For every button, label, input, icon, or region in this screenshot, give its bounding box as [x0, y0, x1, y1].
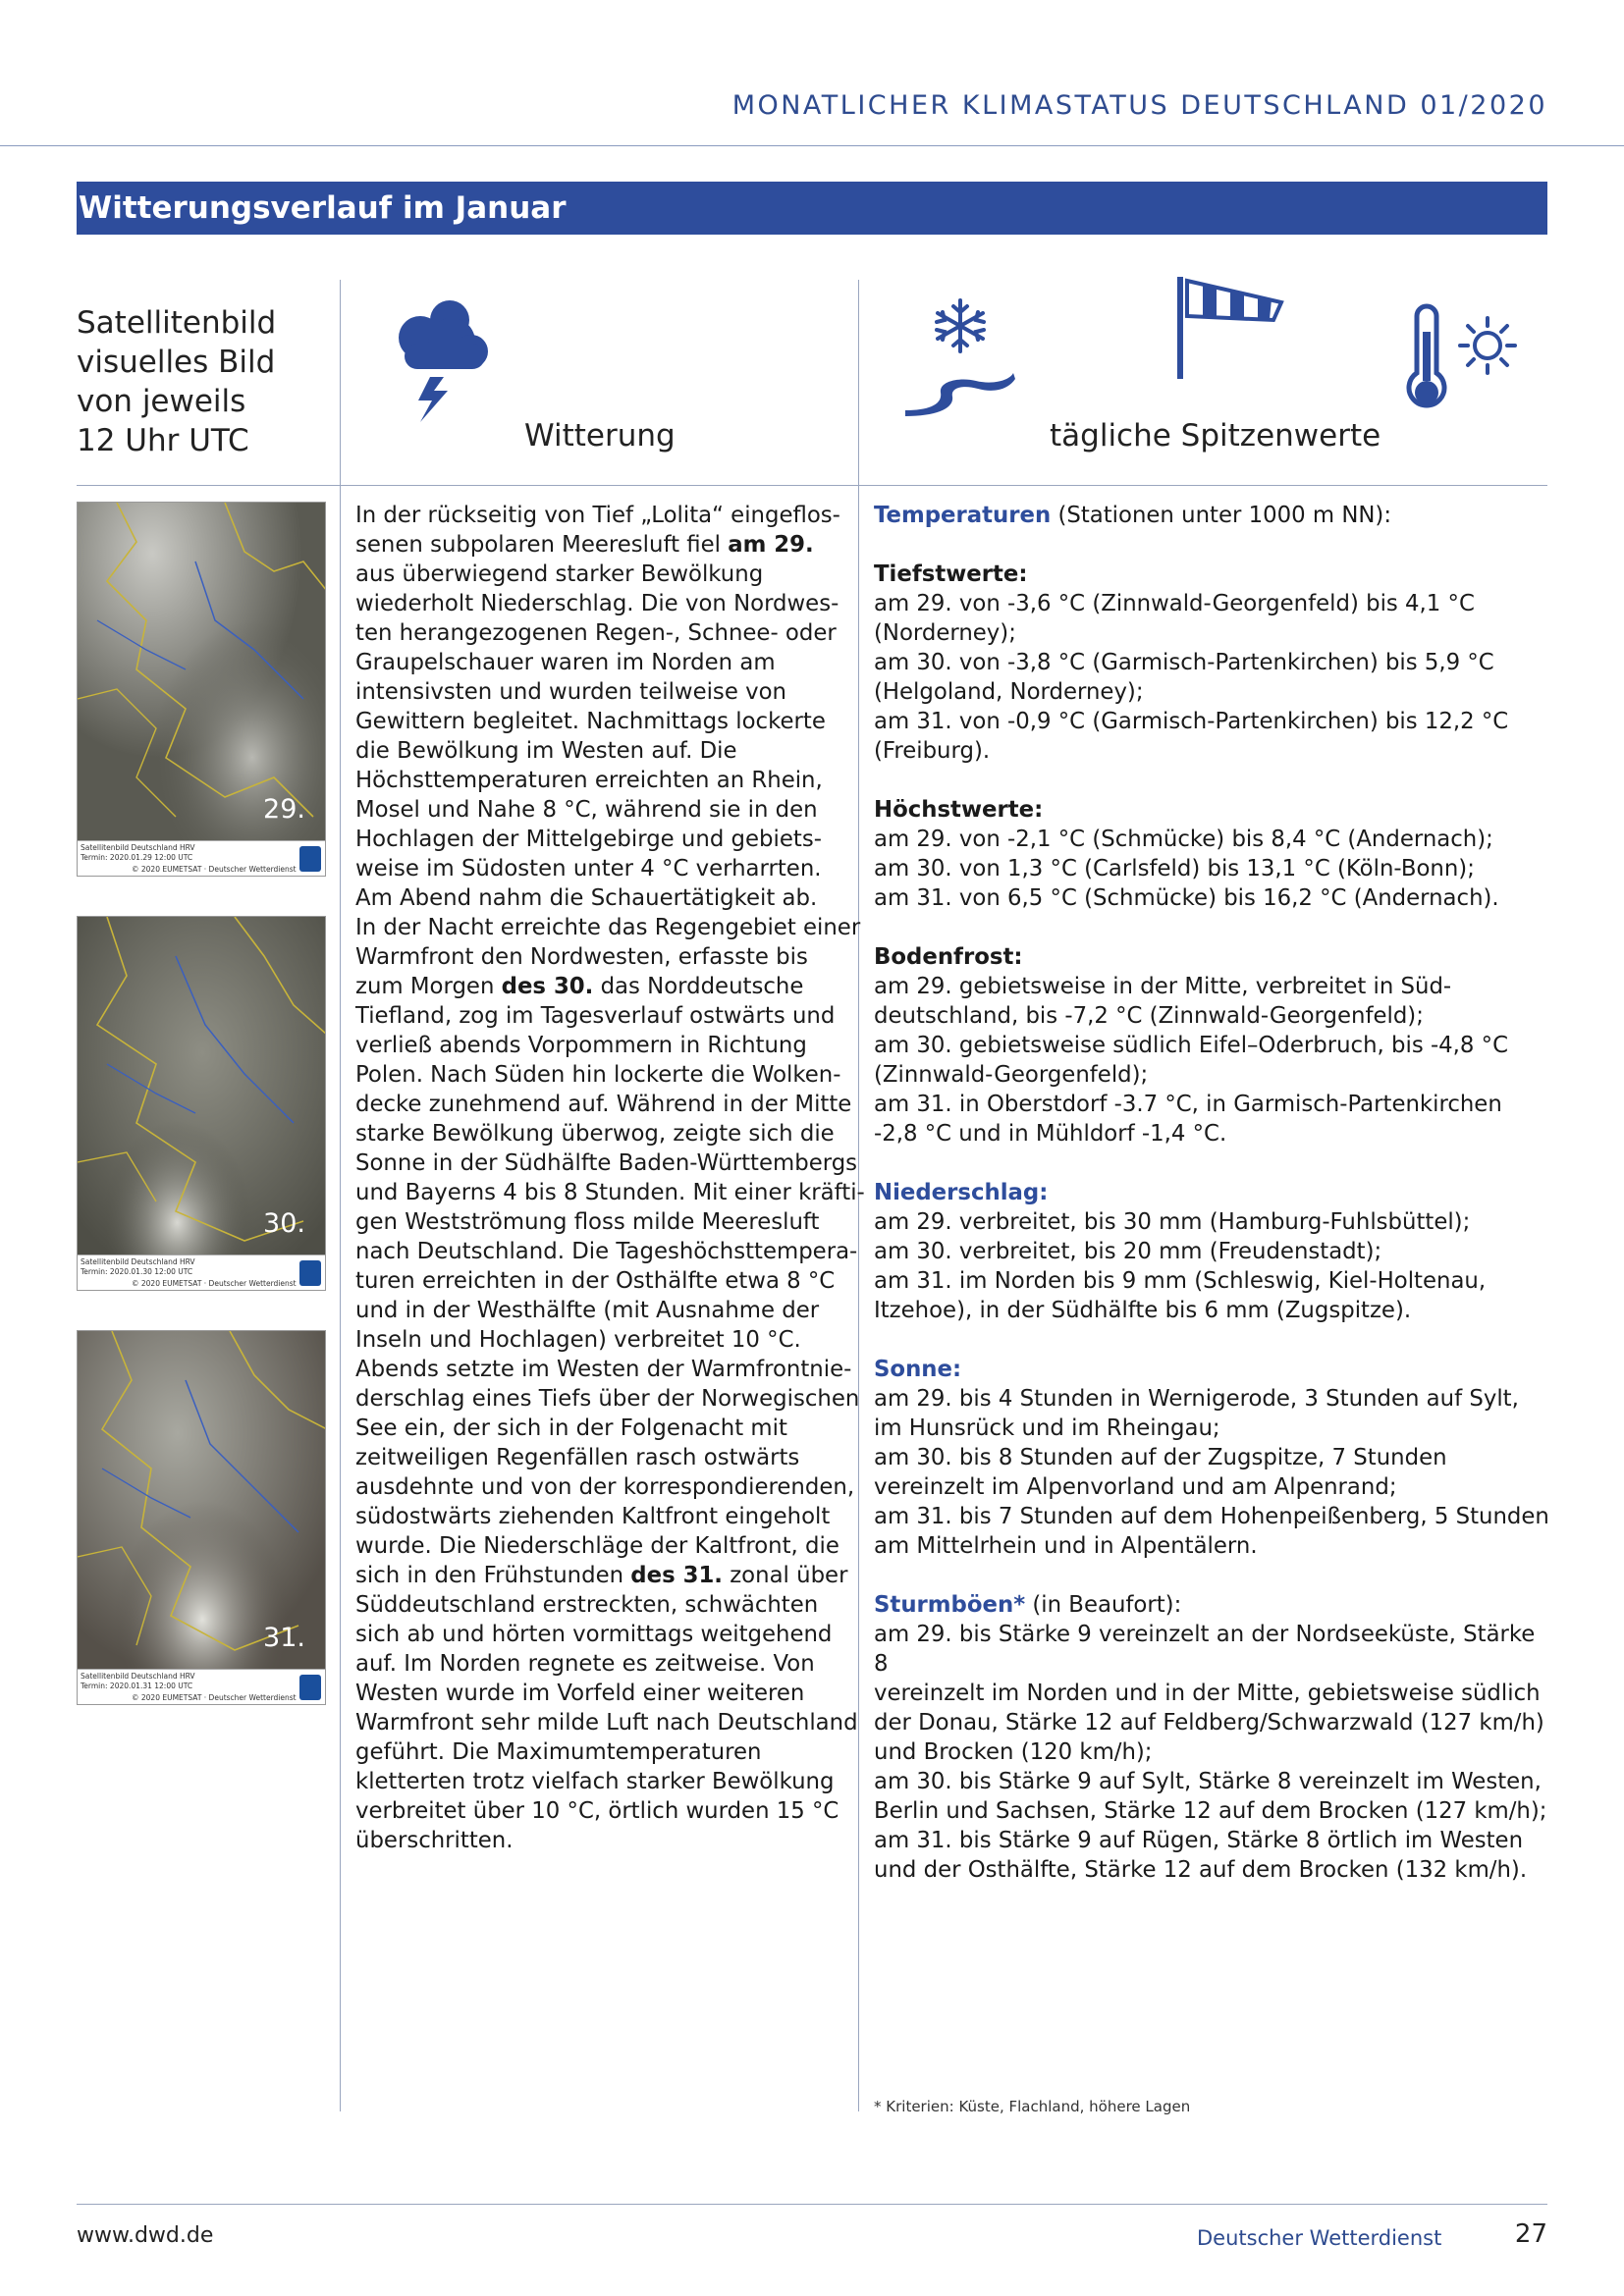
narrative-text: intensivsten und wurden teilweise von	[355, 679, 786, 705]
caption-line: © 2020 EUMETSAT · Deutscher Wetterdienst	[132, 1279, 297, 1288]
windsock-icon	[1173, 273, 1287, 381]
peaks-line: am 29. bis 4 Stunden in Wernigerode, 3 Stunden auf Sylt,	[874, 1386, 1519, 1412]
narrative-text: starke Bewölkung überwog, zeigte sich die	[355, 1121, 835, 1147]
satellite-label-line: visuelles Bild	[77, 345, 276, 380]
column-header-divider	[77, 485, 1547, 486]
peaks-line: am 30. von 1,3 °C (Carlsfeld) bis 13,1 °C (Köln-Bonn);	[874, 856, 1475, 881]
narrative-line	[355, 1531, 866, 1561]
peaks-line: -2,8 °C und in Mühldorf -1,4 °C.	[874, 1121, 1227, 1147]
narrative-text: auf. Im Norden regnete es zeitweise. Von	[355, 1651, 815, 1677]
narrative-line	[355, 1207, 866, 1237]
narrative-text: die Bewölkung im Westen auf. Die	[355, 738, 737, 764]
narrative-text: senen subpolaren Meeresluft fiel	[355, 532, 729, 558]
peaks-group-heading	[874, 1178, 1551, 1207]
witterung-column-title: Witterung	[524, 418, 676, 454]
narrative-text: zeitweiligen Regenfällen rasch ostwärts	[355, 1445, 800, 1470]
narrative-line	[355, 1561, 866, 1590]
peaks-line: am 30. bis Stärke 9 auf Sylt, Stärke 8 vereinzelt im Westen,	[874, 1769, 1542, 1794]
caption-line: Satellitenbild Deutschland HRV	[81, 843, 195, 852]
satellite-picture	[78, 917, 326, 1256]
snow-ice-road-icon	[901, 294, 1019, 416]
narrative-line	[355, 1472, 866, 1502]
narrative-line	[355, 1679, 866, 1708]
peaks-category: Temperaturen	[874, 503, 1052, 528]
narrative-text: überschritten.	[355, 1828, 514, 1853]
header-divider	[0, 145, 1624, 146]
narrative-text: geführt. Die Maximumtemperaturen	[355, 1739, 762, 1765]
narrative-line	[355, 1620, 866, 1649]
narrative-line	[355, 530, 866, 560]
peaks-line: am 31. im Norden bis 9 mm (Schleswig, Kiel-Holtenau,	[874, 1268, 1487, 1294]
caption-line: Termin: 2020.01.29 12:00 UTC	[81, 853, 193, 862]
satellite-image-30	[77, 916, 326, 1291]
satellite-caption	[78, 1669, 325, 1704]
footer-divider	[77, 2204, 1547, 2205]
narrative-line	[355, 1737, 866, 1767]
peaks-group	[874, 795, 1551, 913]
caption-line: © 2020 EUMETSAT · Deutscher Wetterdienst	[132, 1693, 297, 1702]
narrative-text: See ein, der sich in der Folgenacht mit	[355, 1415, 787, 1441]
peaks-line: der Donau, Stärke 12 auf Feldberg/Schwarzwald (127 km/h)	[874, 1710, 1544, 1735]
narrative-text: decke zunehmend auf. Während in der Mitte	[355, 1092, 852, 1117]
peaks-category-note: (in Beaufort):	[1025, 1592, 1182, 1618]
narrative-text: sich in den Frühstunden	[355, 1563, 631, 1588]
thunderstorm-cloud-icon	[391, 293, 491, 424]
peaks-category: Niederschlag:	[874, 1180, 1049, 1205]
narrative-line	[355, 501, 866, 530]
peaks-group	[874, 1590, 1551, 1885]
peaks-column-title: tägliche Spitzenwerte	[1050, 418, 1381, 454]
narrative-text: Graupelschauer waren im Norden am	[355, 650, 776, 675]
peaks-category: Tiefstwerte:	[874, 561, 1028, 587]
peaks-line: am 31. bis Stärke 9 auf Rügen, Stärke 8 örtlich im Westen	[874, 1828, 1524, 1853]
peaks-line: (Freiburg).	[874, 738, 991, 764]
narrative-line	[355, 942, 866, 972]
narrative-line	[355, 1060, 866, 1090]
narrative-line	[355, 1090, 866, 1119]
caption-line: Satellitenbild Deutschland HRV	[81, 1257, 195, 1266]
peaks-group-heading	[874, 1355, 1551, 1384]
narrative-text: Höchsttemperaturen erreichten an Rhein,	[355, 768, 823, 793]
narrative-line	[355, 560, 866, 589]
narrative-text: das Norddeutsche	[593, 974, 804, 999]
narrative-line	[355, 1355, 866, 1384]
peaks-line: am 29. verbreitet, bis 30 mm (Hamburg-Fuhlsbüttel);	[874, 1209, 1471, 1235]
narrative-line	[355, 1767, 866, 1796]
narrative-line	[355, 1266, 866, 1296]
satellite-label-line: 12 Uhr UTC	[77, 423, 249, 458]
narrative-line	[355, 1296, 866, 1325]
narrative-line	[355, 1826, 866, 1855]
narrative-text: Warmfront sehr milde Luft nach Deutschland	[355, 1710, 858, 1735]
narrative-text: südostwärts ziehenden Kaltfront eingeholt	[355, 1504, 831, 1529]
satellite-image-29	[77, 502, 326, 877]
narrative-text: gen Westströmung floss milde Meeresluft	[355, 1209, 820, 1235]
narrative-text: Warmfront den Nordwesten, erfasste bis	[355, 944, 808, 970]
narrative-text: verließ abends Vorpommern in Richtung	[355, 1033, 807, 1058]
narrative-text: Am Abend nahm die Schauertätigkeit ab.	[355, 885, 818, 911]
narrative-text: wurde. Die Niederschläge der Kaltfront, die	[355, 1533, 839, 1559]
peaks-group-heading	[874, 942, 1551, 972]
narrative-line	[355, 1502, 866, 1531]
narrative-text: Sonne in der Südhälfte Baden-Württembergs	[355, 1150, 858, 1176]
section-title: Witterungsverlauf im Januar	[79, 190, 567, 226]
column-divider-left	[340, 280, 341, 2111]
narrative-line	[355, 1649, 866, 1679]
report-title: MONATLICHER KLIMASTATUS DEUTSCHLAND 01/2020	[731, 90, 1547, 121]
narrative-text: Tiefland, zog im Tagesverlauf ostwärts und	[355, 1003, 836, 1029]
narrative-line	[355, 707, 866, 736]
narrative-line	[355, 795, 866, 825]
narrative-text: Gewittern begleitet. Nachmittags lockerte	[355, 709, 826, 734]
satellite-day-label: 30.	[263, 1208, 305, 1239]
narrative-line	[355, 648, 866, 677]
narrative-text: zonal über	[722, 1563, 848, 1588]
peaks-group	[874, 1355, 1551, 1561]
narrative-date-emphasis: am 29.	[728, 532, 814, 558]
narrative-text: Inseln und Hochlagen) verbreitet 10 °C.	[355, 1327, 801, 1353]
narrative-text: In der rückseitig von Tief „Lolita“ eingeflos-	[355, 503, 840, 528]
narrative-text: Mosel und Nahe 8 °C, während sie in den	[355, 797, 818, 823]
narrative-text: wiederholt Niederschlag. Die von Nordwes-	[355, 591, 839, 616]
narrative-line	[355, 618, 866, 648]
peaks-line: am 29. gebietsweise in der Mitte, verbreitet in Süd-	[874, 974, 1452, 999]
satellite-day-label: 29.	[263, 794, 305, 825]
peaks-line: am 30. gebietsweise südlich Eifel–Oderbruch, bis -4,8 °C	[874, 1033, 1508, 1058]
narrative-text: turen erreichten in der Osthälfte etwa 8 °C	[355, 1268, 836, 1294]
caption-line: Termin: 2020.01.31 12:00 UTC	[81, 1682, 193, 1690]
page-number: 27	[1514, 2219, 1547, 2249]
narrative-line	[355, 913, 866, 942]
satellite-picture	[78, 1331, 326, 1671]
narrative-line	[355, 1325, 866, 1355]
caption-line: Termin: 2020.01.30 12:00 UTC	[81, 1267, 193, 1276]
narrative-text: In der Nacht erreichte das Regengebiet einer	[355, 915, 861, 940]
peaks-line: am 31. von -0,9 °C (Garmisch-Partenkirchen) bis 12,2 °C	[874, 709, 1509, 734]
narrative-text: ten herangezogenen Regen-, Schnee- oder	[355, 620, 837, 646]
peaks-group	[874, 942, 1551, 1148]
satellite-image-31	[77, 1330, 326, 1705]
peaks-line: deutschland, bis -7,2 °C (Zinnwald-Georgenfeld);	[874, 1003, 1424, 1029]
thermometer-sun-icon	[1399, 302, 1519, 418]
peaks-group-heading	[874, 501, 1551, 530]
narrative-text: kletterten trotz vielfach starker Bewölkung	[355, 1769, 835, 1794]
narrative-text: derschlag eines Tiefs über der Norwegischen	[355, 1386, 860, 1412]
narrative-text: weise im Südosten unter 4 °C verharrten.	[355, 856, 822, 881]
peaks-category: Sonne:	[874, 1357, 962, 1382]
dwd-logo-icon	[299, 1260, 321, 1286]
peaks-line: (Norderney);	[874, 620, 1016, 646]
dwd-logo-icon	[299, 846, 321, 872]
satellite-column-label	[77, 303, 332, 460]
section-banner	[77, 182, 1547, 235]
satellite-label-line: Satellitenbild	[77, 305, 277, 341]
peaks-line: am 30. von -3,8 °C (Garmisch-Partenkirchen) bis 5,9 °C	[874, 650, 1494, 675]
peaks-category-note: (Stationen unter 1000 m NN):	[1051, 503, 1392, 528]
narrative-line	[355, 766, 866, 795]
narrative-text: sich ab und hörten vormittags weitgehend	[355, 1622, 833, 1647]
peaks-group-heading	[874, 560, 1551, 589]
peaks-line: (Zinnwald-Georgenfeld);	[874, 1062, 1149, 1088]
narrative-line	[355, 1001, 866, 1031]
peaks-line: (Helgoland, Norderney);	[874, 679, 1144, 705]
narrative-text: und in der Westhälfte (mit Ausnahme der	[355, 1298, 820, 1323]
footnote: * Kriterien: Küste, Flachland, höhere Lagen	[874, 2098, 1191, 2115]
peaks-line: vereinzelt im Norden und in der Mitte, gebietsweise südlich	[874, 1681, 1541, 1706]
weather-narrative	[355, 501, 866, 1855]
peaks-line: am 31. bis 7 Stunden auf dem Hohenpeißenberg, 5 Stunden	[874, 1504, 1549, 1529]
peaks-line: am 29. von -3,6 °C (Zinnwald-Georgenfeld) bis 4,1 °C	[874, 591, 1475, 616]
narrative-line	[355, 825, 866, 854]
satellite-day-label: 31.	[263, 1623, 305, 1653]
peaks-category: Höchstwerte:	[874, 797, 1044, 823]
caption-line: © 2020 EUMETSAT · Deutscher Wetterdienst	[132, 865, 297, 874]
peaks-line: am 30. bis 8 Stunden auf der Zugspitze, 7 Stunden	[874, 1445, 1447, 1470]
footer-organization: Deutscher Wetterdienst	[1197, 2226, 1442, 2250]
narrative-date-emphasis: des 31.	[630, 1563, 723, 1588]
narrative-text: verbreitet über 10 °C, örtlich wurden 15 °C	[355, 1798, 839, 1824]
narrative-line	[355, 854, 866, 883]
satellite-caption	[78, 840, 325, 876]
narrative-line	[355, 589, 866, 618]
narrative-line	[355, 1119, 866, 1148]
satellite-picture	[78, 503, 326, 842]
narrative-line	[355, 677, 866, 707]
peaks-group	[874, 560, 1551, 766]
narrative-line	[355, 1708, 866, 1737]
footer-url: www.dwd.de	[77, 2223, 214, 2248]
peaks-category: Bodenfrost:	[874, 944, 1023, 970]
narrative-line	[355, 883, 866, 913]
narrative-line	[355, 1443, 866, 1472]
peaks-line: am 30. verbreitet, bis 20 mm (Freudenstadt);	[874, 1239, 1382, 1264]
narrative-line	[355, 1384, 866, 1414]
peaks-line: und der Osthälfte, Stärke 12 auf dem Brocken (132 km/h).	[874, 1857, 1528, 1883]
narrative-line	[355, 736, 866, 766]
narrative-line	[355, 1796, 866, 1826]
narrative-text: Westen wurde im Vorfeld einer weiteren	[355, 1681, 805, 1706]
peaks-group	[874, 501, 1551, 530]
caption-line: Satellitenbild Deutschland HRV	[81, 1672, 195, 1681]
satellite-label-line: von jeweils	[77, 384, 246, 419]
peaks-group-heading	[874, 795, 1551, 825]
narrative-date-emphasis: des 30.	[501, 974, 594, 999]
peaks-group	[874, 1178, 1551, 1325]
narrative-line	[355, 1178, 866, 1207]
narrative-line	[355, 1148, 866, 1178]
dwd-logo-icon	[299, 1675, 321, 1700]
narrative-text: und Bayerns 4 bis 8 Stunden. Mit einer kräfti-	[355, 1180, 865, 1205]
narrative-text: ausdehnte und von der korrespondierenden,	[355, 1474, 855, 1500]
narrative-text: Polen. Nach Süden hin lockerte die Wolken-	[355, 1062, 841, 1088]
peaks-line: vereinzelt im Alpenvorland und am Alpenrand;	[874, 1474, 1397, 1500]
narrative-line	[355, 1031, 866, 1060]
peaks-line: am Mittelrhein und in Alpentälern.	[874, 1533, 1258, 1559]
narrative-text: Süddeutschland erstreckten, schwächten	[355, 1592, 819, 1618]
peaks-line: am 31. von 6,5 °C (Schmücke) bis 16,2 °C (Andernach).	[874, 885, 1499, 911]
narrative-line	[355, 1414, 866, 1443]
peaks-line: Berlin und Sachsen, Stärke 12 auf dem Brocken (127 km/h);	[874, 1798, 1547, 1824]
peaks-line: im Hunsrück und im Rheingau;	[874, 1415, 1220, 1441]
peaks-line: am 29. von -2,1 °C (Schmücke) bis 8,4 °C (Andernach);	[874, 827, 1493, 852]
narrative-text: nach Deutschland. Die Tageshöchsttempera-	[355, 1239, 858, 1264]
narrative-line	[355, 972, 866, 1001]
peaks-line: am 29. bis Stärke 9 vereinzelt an der Nordseeküste, Stärke 8	[874, 1622, 1536, 1677]
peaks-line: Itzehoe), in der Südhälfte bis 6 mm (Zugspitze).	[874, 1298, 1412, 1323]
narrative-text: Hochlagen der Mittelgebirge und gebiets-	[355, 827, 822, 852]
narrative-text: aus überwiegend starker Bewölkung	[355, 561, 764, 587]
narrative-text: zum Morgen	[355, 974, 502, 999]
narrative-text: Abends setzte im Westen der Warmfrontnie-	[355, 1357, 852, 1382]
peaks-category: Sturmböen*	[874, 1592, 1026, 1618]
peaks-group-heading	[874, 1590, 1551, 1620]
narrative-line	[355, 1237, 866, 1266]
daily-peaks	[874, 501, 1551, 1914]
peaks-line: und Brocken (120 km/h);	[874, 1739, 1153, 1765]
peaks-line: am 31. in Oberstdorf -3.7 °C, in Garmisch-Partenkirchen	[874, 1092, 1502, 1117]
narrative-line	[355, 1590, 866, 1620]
satellite-caption	[78, 1255, 325, 1290]
